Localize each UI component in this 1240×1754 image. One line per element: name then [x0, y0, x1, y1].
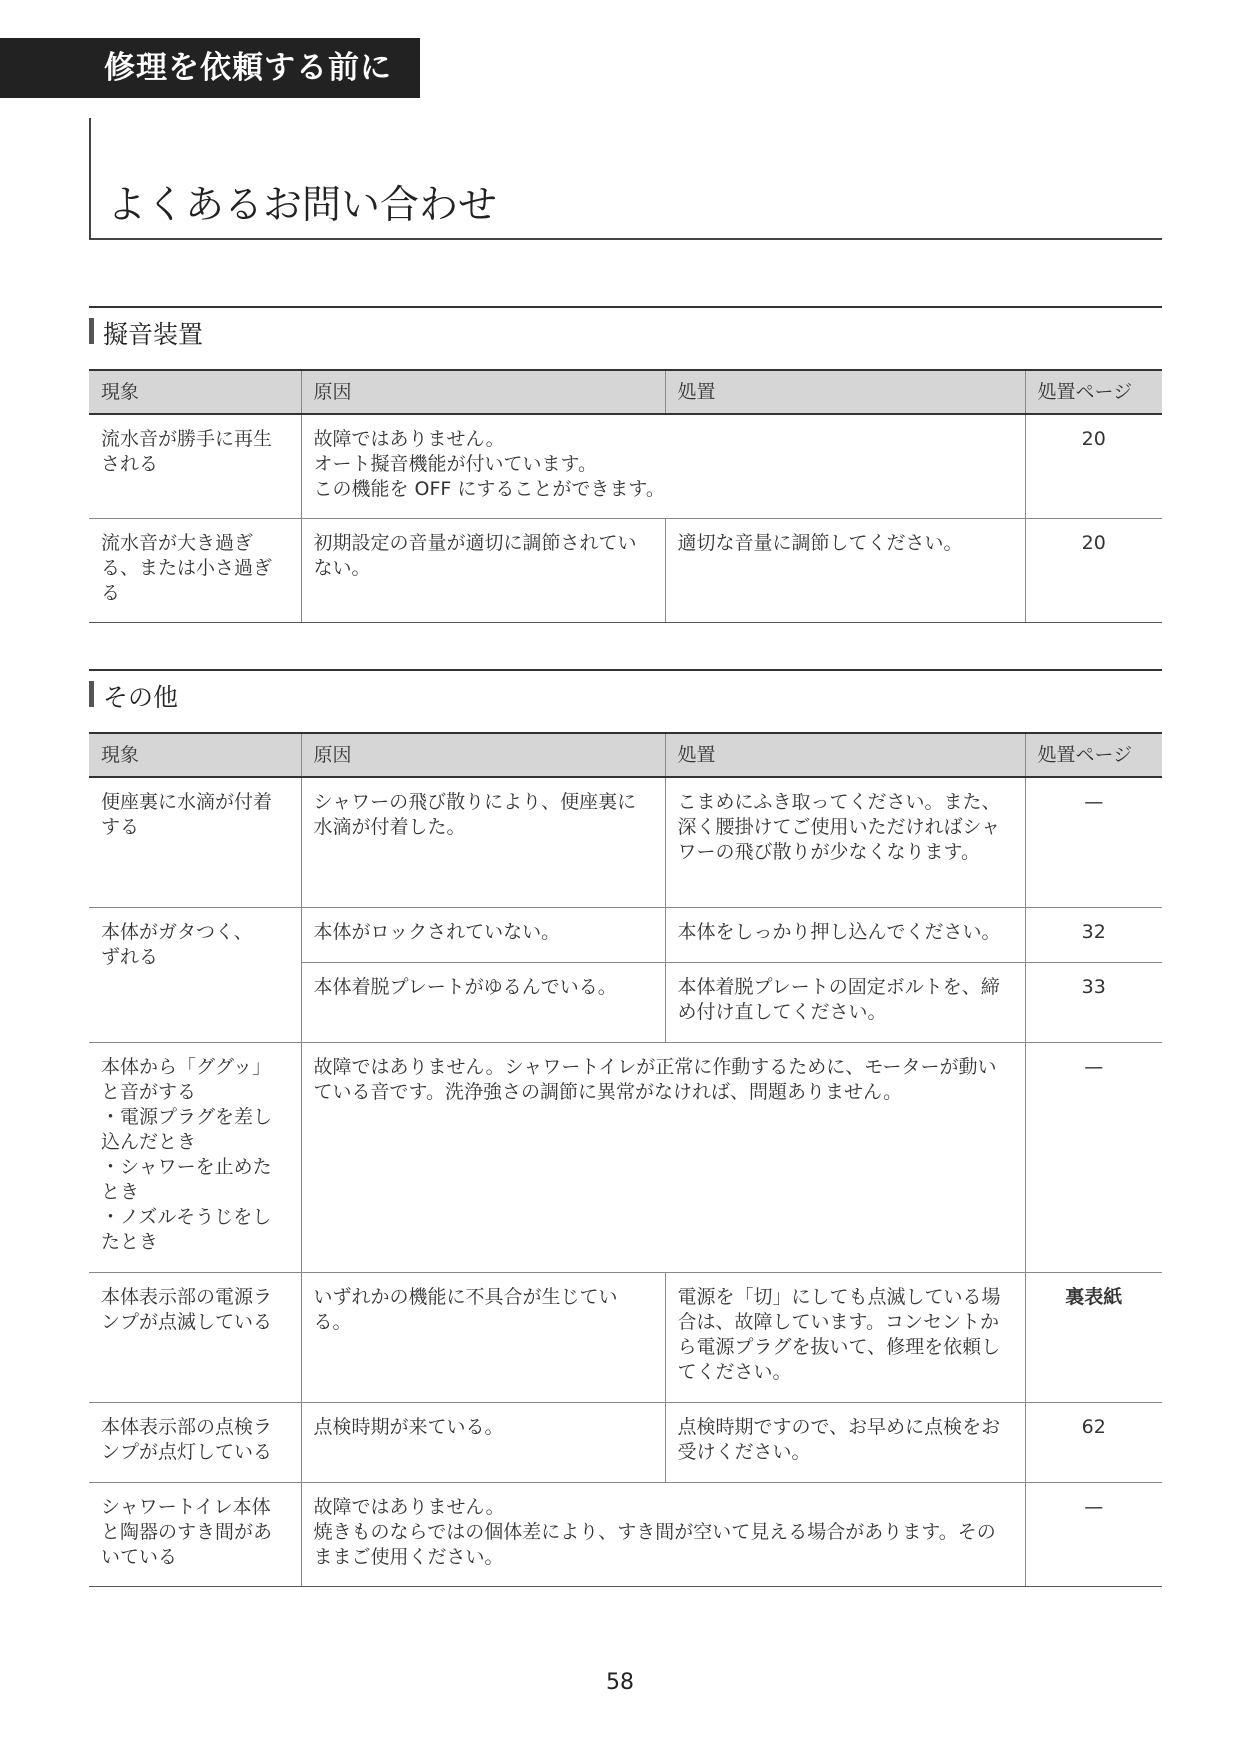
remedy-cell: 本体着脱プレートの固定ボルトを、締め付け直してください。 — [665, 962, 1025, 1042]
table-row — [89, 1482, 1162, 1586]
remedy-cell: 適切な音量に調節してください。 — [665, 518, 1025, 622]
cause-cell: 故障ではありません。 焼きものならではの個体差により、すき間が空いて見える場合があります。そのままご使用ください。 — [301, 1482, 1025, 1586]
table-row — [89, 518, 1162, 622]
cause-cell: 故障ではありません。シャワートイレが正常に作動するために、モーターが動いている音です。洗浄強さの調節に異常がなければ、問題ありません。 — [301, 1042, 1025, 1272]
table-row — [89, 1272, 1162, 1402]
section-bar — [89, 681, 94, 707]
cause-cell: 初期設定の音量が適切に調節されていない。 — [301, 518, 665, 622]
cause-cell: 本体がロックされていない。 — [301, 907, 665, 962]
section-title: その他 — [103, 683, 179, 712]
column-header-remedy: 処置 — [665, 733, 1025, 777]
symptom-cell: 便座裏に水滴が付着する — [89, 777, 301, 907]
remedy-cell: こまめにふき取ってください。また、深く腰掛けてご使用いただければシャワーの飛び散りが少なくなります。 — [665, 777, 1025, 907]
cause-cell: シャワーの飛び散りにより、便座裏に水滴が付着した。 — [301, 777, 665, 907]
page-reference: 33 — [1025, 962, 1162, 1042]
table-header-row — [89, 733, 1162, 777]
page-reference: — — [1025, 777, 1162, 907]
cause-cell: 点検時期が来ている。 — [301, 1402, 665, 1482]
table-row — [89, 907, 1162, 962]
column-header-page: 処置ページ — [1025, 733, 1162, 777]
faq-table-other — [89, 732, 1162, 1587]
remedy-cell: 本体をしっかり押し込んでください。 — [665, 907, 1025, 962]
column-header-symptom: 現象 — [89, 370, 301, 414]
column-header-symptom: 現象 — [89, 733, 301, 777]
page-title-frame — [89, 118, 1162, 240]
page-reference: 62 — [1025, 1402, 1162, 1482]
page-reference: 20 — [1025, 414, 1162, 518]
cause-cell: 故障ではありません。 オート擬音機能が付いています。 この機能を OFF にすることができます。 — [301, 414, 1025, 518]
symptom-cell: 流水音が大き過ぎる、または小さ過ぎる — [89, 518, 301, 622]
table-row — [89, 1042, 1162, 1272]
symptom-cell: 本体から「ググッ」と音がする ・電源プラグを差し込んだとき ・シャワーを止めたとき ・ノズルそうじをしたとき — [89, 1042, 301, 1272]
page-title: よくあるお問い合わせ — [107, 183, 498, 228]
chapter-header: 修理を依頼する前に — [0, 38, 420, 98]
symptom-cell: シャワートイレ本体と陶器のすき間があいている — [89, 1482, 301, 1586]
page-reference: — — [1025, 1042, 1162, 1272]
page-reference: 裏表紙 — [1025, 1272, 1162, 1402]
column-header-cause: 原因 — [301, 370, 665, 414]
table-row — [89, 777, 1162, 907]
symptom-cell: 流水音が勝手に再生される — [89, 414, 301, 518]
column-header-cause: 原因 — [301, 733, 665, 777]
section-heading-other — [89, 669, 1162, 712]
cause-cell: 本体着脱プレートがゆるんでいる。 — [301, 962, 665, 1042]
section-title: 擬音装置 — [103, 320, 204, 349]
remedy-cell: 電源を「切」にしても点滅している場合は、故障しています。コンセントから電源プラグを抜いて、修理を依頼してください。 — [665, 1272, 1025, 1402]
column-header-page: 処置ページ — [1025, 370, 1162, 414]
section-heading-noise-device — [89, 306, 1162, 349]
symptom-cell: 本体表示部の電源ランプが点滅している — [89, 1272, 301, 1402]
table-row — [89, 1402, 1162, 1482]
table-header-row — [89, 370, 1162, 414]
faq-table-noise-device — [89, 369, 1162, 623]
section-bar — [89, 318, 94, 344]
symptom-cell: 本体がガタつく、 ずれる — [89, 907, 301, 1042]
page-reference: 20 — [1025, 518, 1162, 622]
column-header-remedy: 処置 — [665, 370, 1025, 414]
symptom-cell: 本体表示部の点検ランプが点灯している — [89, 1402, 301, 1482]
cause-cell: いずれかの機能に不具合が生じている。 — [301, 1272, 665, 1402]
remedy-cell: 点検時期ですので、お早めに点検をお受けください。 — [665, 1402, 1025, 1482]
page-reference: 32 — [1025, 907, 1162, 962]
page-number: 58 — [606, 1670, 634, 1695]
table-row — [89, 414, 1162, 518]
page-reference: — — [1025, 1482, 1162, 1586]
